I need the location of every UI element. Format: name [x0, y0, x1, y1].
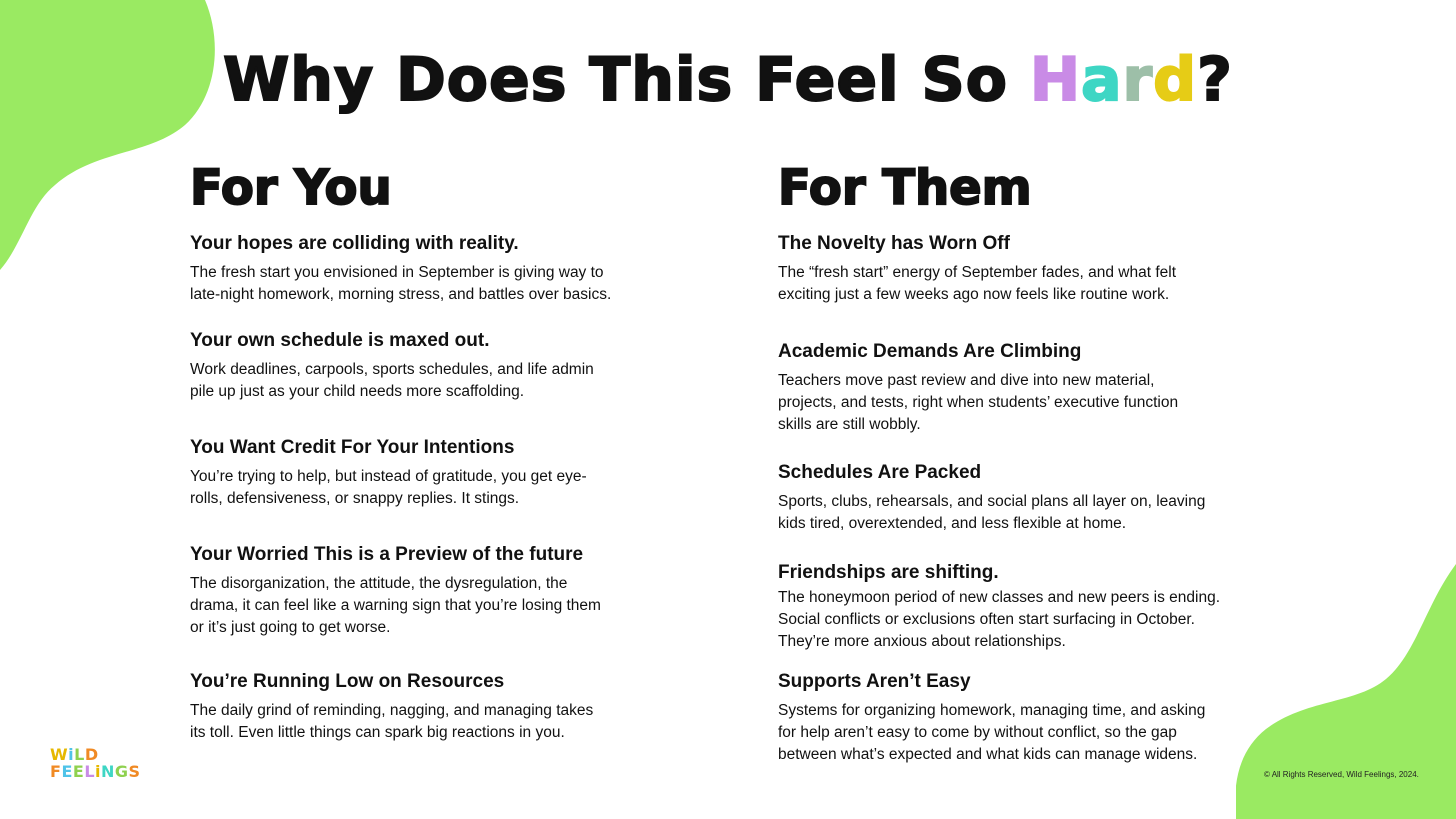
logo-line-2 — [50, 763, 141, 780]
logo-line-1 — [50, 746, 141, 763]
right-item — [778, 340, 1258, 436]
left-item — [190, 543, 650, 639]
right-item — [778, 461, 1258, 535]
right-item-title: Friendships are shifting. — [778, 562, 999, 583]
left-item-title: Your Worried This is a Preview of the future — [190, 544, 584, 565]
hard-letter-h: H — [1029, 45, 1082, 115]
for-you-column — [190, 160, 650, 741]
left-item-title: You Want Credit For Your Intentions — [190, 437, 515, 458]
title-question-mark: ? — [1197, 45, 1233, 115]
copyright-icon: © — [1264, 770, 1270, 779]
logo-letter: i — [95, 762, 101, 781]
left-item-body: The daily grind of reminding, nagging, and managing takes its toll. Even little things can spark big reactions in you. — [190, 702, 594, 741]
left-item-body: The disorganization, the attitude, the dysregulation, the drama, it can feel like a warning sign that you’re losing them or it’s just going to get worse. — [190, 575, 601, 636]
left-item — [190, 232, 650, 306]
left-item — [190, 329, 650, 403]
hard-letter-r: r — [1122, 45, 1154, 115]
left-item-title: Your hopes are colliding with reality. — [190, 233, 519, 254]
right-item-title: Academic Demands Are Climbing — [778, 341, 1082, 362]
right-item — [778, 232, 1258, 306]
top-left-green-blob — [0, 0, 220, 275]
right-item-body: The honeymoon period of new classes and new peers is ending. Social conflicts or exclusions often start surfacing in October. They’re more anxious about relationships. — [778, 589, 1221, 650]
copyright-notice — [1264, 770, 1419, 779]
right-item-body: The “fresh start” energy of September fades, and what felt exciting just a few weeks ago now feels like routine work. — [778, 264, 1177, 303]
logo-letter: W — [50, 745, 69, 764]
left-item-body: You’re trying to help, but instead of gratitude, you get eye- rolls, defensiveness, or snappy replies. It stings. — [190, 468, 587, 507]
for-you-heading: For You — [190, 160, 392, 216]
wild-feelings-logo — [50, 746, 141, 780]
logo-letter: F — [50, 762, 62, 781]
logo-letter: L — [74, 745, 85, 764]
logo-letter: L — [84, 762, 96, 781]
logo-letter: E — [72, 762, 85, 781]
hard-letter-a: a — [1081, 45, 1123, 115]
bottom-right-green-blob — [1236, 564, 1456, 819]
for-them-heading: For Them — [778, 160, 1032, 216]
right-item-title: Supports Aren’t Easy — [778, 671, 971, 692]
left-item — [190, 436, 650, 510]
left-item — [190, 670, 650, 744]
left-item-body: The fresh start you envisioned in September is giving way to late-night homework, morning stress, and battles over basics. — [190, 264, 612, 303]
title-prefix: Why Does This Feel So — [223, 45, 1030, 115]
for-them-column — [778, 160, 1258, 763]
logo-letter: N — [101, 762, 115, 781]
logo-letter: D — [84, 745, 99, 764]
right-item-body: Teachers move past review and dive into new material, projects, and tests, right when students’ executive function skills are still wobbly. — [778, 372, 1179, 433]
right-item — [778, 670, 1258, 766]
page-title — [0, 44, 1456, 116]
right-item-title: Schedules Are Packed — [778, 462, 982, 483]
logo-letter: S — [128, 762, 141, 781]
left-item-title: Your own schedule is maxed out. — [190, 330, 490, 351]
left-item-title: You’re Running Low on Resources — [190, 671, 505, 692]
logo-letter: G — [114, 762, 129, 781]
copyright-text: All Rights Reserved, Wild Feelings, 2024. — [1269, 770, 1419, 779]
right-item-body: Sports, clubs, rehearsals, and social plans all layer on, leaving kids tired, overextended, and less flexible at home. — [778, 493, 1206, 532]
logo-letter: E — [61, 762, 73, 781]
right-item-body: Systems for organizing homework, managing time, and asking for help aren’t easy to come by without conflict, so the gap between what’s expected and what kids can manage widens. — [778, 702, 1206, 763]
logo-letter: i — [68, 745, 75, 764]
right-item-title: The Novelty has Worn Off — [778, 233, 1010, 254]
right-item — [778, 561, 1258, 653]
left-item-body: Work deadlines, carpools, sports schedules, and life admin pile up just as your child needs more scaffolding. — [190, 361, 594, 400]
hard-letter-d: d — [1153, 45, 1198, 115]
